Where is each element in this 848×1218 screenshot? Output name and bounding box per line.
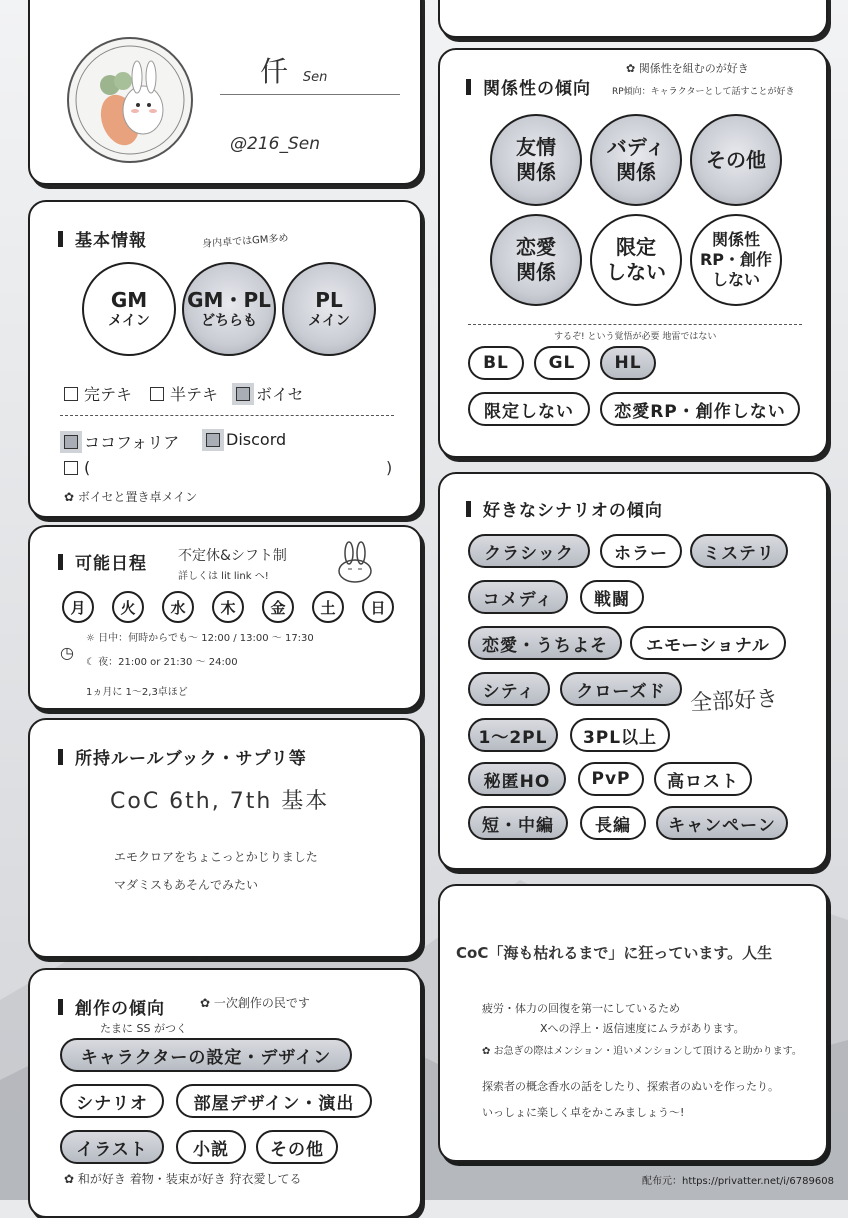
checkbox-checked-icon — [236, 387, 250, 401]
day-mon: 月 — [62, 591, 94, 623]
style-full-text: 完テキ — [64, 382, 132, 405]
moon-icon: ☾ — [86, 657, 99, 668]
schedule-note2: 詳しくは lit link へ! — [178, 571, 269, 582]
clock-icon: ◷ — [60, 643, 74, 662]
role-gm-main: GM メイン — [82, 262, 176, 356]
schedule-frequency: 1ヵ月に 1〜2,3卓ほど — [86, 687, 188, 698]
checkbox-checked-icon — [64, 435, 78, 449]
tool-discord: Discord — [206, 430, 286, 449]
schedule-night: ☾ 夜：21:00 or 21:30 〜 24:00 — [86, 657, 238, 668]
flower-icon: ✿ — [626, 62, 639, 75]
scenarios-title: 好きなシナリオの傾向 — [466, 496, 663, 521]
day-sun: 日 — [362, 591, 394, 623]
creation-card — [28, 968, 422, 1218]
basic-divider — [60, 415, 394, 416]
relation-pill-no-romance: 恋愛RP・創作しない — [600, 392, 800, 426]
relations-title: 関係性の傾向 — [466, 74, 591, 99]
relations-card — [438, 48, 828, 458]
scenario-3pl-plus: 3PL以上 — [570, 718, 670, 752]
relation-pill-no-limit: 限定しない — [468, 392, 590, 426]
basic-info-title: 基本情報 — [58, 226, 147, 251]
schedule-note1: 不定休&シフト制 — [178, 548, 287, 564]
relation-romance: 恋愛 関係 — [490, 214, 582, 306]
relation-pill-gl: GL — [534, 346, 590, 380]
creation-novel: 小説 — [176, 1130, 246, 1164]
day-thu: 木 — [212, 591, 244, 623]
scenarios-card — [438, 472, 828, 870]
relations-divider — [468, 324, 802, 325]
day-tue: 火 — [112, 591, 144, 623]
schedule-daytime: ☼ 日中：何時からでも〜 12:00 / 13:00 〜 17:30 — [86, 633, 314, 644]
flower-icon: ✿ — [64, 490, 78, 504]
free-line3: ✿ お急ぎの際はメンション・追いメンションして頂けると助かります。 — [482, 1046, 802, 1057]
creation-illust: イラスト — [60, 1130, 164, 1164]
rulebooks-line2: エモクロアをちょこっとかじりました — [114, 850, 318, 864]
rulebooks-title: 所持ルールブック・サプリ等 — [58, 744, 307, 769]
scenario-campaign: キャンペーン — [656, 806, 788, 840]
relations-divider-note: するぞ! という覚悟が必要 地雷ではない — [554, 332, 717, 342]
avatar — [65, 35, 195, 165]
scenarios-side-note: 全部好き — [689, 686, 779, 717]
schedule-card — [28, 525, 422, 710]
name-underline — [220, 94, 400, 95]
tool-cocofolia: ココフォリア — [64, 430, 179, 453]
basic-footnote: ✿ ボイセと置き卓メイン — [64, 490, 198, 504]
free-text-card — [438, 884, 828, 1162]
tool-other-close: ) — [386, 458, 393, 477]
flower-icon: ✿ — [482, 1046, 494, 1057]
scenario-battle: 戦闘 — [580, 580, 644, 614]
style-voice: ボイセ — [236, 382, 304, 405]
relations-note1: ✿ 関係性を組むのが好き — [626, 62, 749, 75]
scenario-romance: 恋愛・うちよそ — [468, 626, 622, 660]
profile-card — [28, 0, 422, 185]
profile-name-reading: Sen — [302, 70, 328, 85]
day-wed: 水 — [162, 591, 194, 623]
free-headline: CoC「海も枯れるまで」に狂っています。人生 — [456, 944, 773, 962]
relation-other: その他 — [690, 114, 782, 206]
scenario-short-medium: 短・中編 — [468, 806, 568, 840]
rulebooks-card — [28, 718, 422, 958]
scenario-classic: クラシック — [468, 534, 590, 568]
basic-info-card — [28, 200, 422, 518]
scenario-high-lost: 高ロスト — [654, 762, 752, 796]
creation-scenario: シナリオ — [60, 1084, 164, 1118]
checkbox-icon — [64, 387, 78, 401]
creation-footnote: ✿ 和が好き 着物・装束が好き 狩衣愛してる — [64, 1172, 302, 1186]
creation-title: 創作の傾向 — [58, 994, 165, 1019]
tool-other: ( — [64, 458, 90, 477]
flower-icon: ✿ — [200, 996, 214, 1010]
scenario-1-2pl: 1〜2PL — [468, 718, 558, 752]
relation-friendship: 友情 関係 — [490, 114, 582, 206]
checkbox-checked-icon — [206, 433, 220, 447]
creation-other: その他 — [256, 1130, 338, 1164]
scenario-horror: ホラー — [600, 534, 682, 568]
scenario-pvp: PvP — [578, 762, 644, 796]
relation-pill-bl: BL — [468, 346, 524, 380]
role-gm-pl-both: GM・PL どちらも — [182, 262, 276, 356]
sun-icon: ☼ — [86, 633, 99, 644]
profile-handle: @216_Sen — [230, 134, 320, 154]
top-right-card — [438, 0, 828, 38]
scenario-long: 長編 — [580, 806, 646, 840]
creation-room-design: 部屋デザイン・演出 — [176, 1084, 372, 1118]
relations-note2: RP傾向：キャラクターとして話すことが好き — [612, 87, 795, 97]
scenario-city: シティ — [468, 672, 550, 706]
flower-icon: ✿ — [64, 1172, 78, 1186]
checkbox-icon — [150, 387, 164, 401]
relation-no-rp: 関係性 RP・創作 しない — [690, 214, 782, 306]
basic-info-note: 身内卓ではGM多め — [201, 232, 289, 250]
relation-pill-hl: HL — [600, 346, 656, 380]
profile-name: 仟 Sen — [260, 55, 328, 88]
free-line1: 疲労・体力の回復を第一にしているため — [482, 1002, 680, 1015]
scenario-comedy: コメディ — [468, 580, 568, 614]
creation-sub-note: たまに SS がつく — [100, 1022, 187, 1035]
free-line5: いっしょに楽しく卓をかこみましょう〜! — [482, 1106, 685, 1119]
credit-text: 配布元：https://privatter.net/i/6789608 — [642, 1176, 834, 1187]
scenario-secret-ho: 秘匿HO — [468, 762, 566, 796]
day-fri: 金 — [262, 591, 294, 623]
rulebooks-line3: マダミスもあそんでみたい — [114, 878, 259, 892]
bunny-doodle-icon — [330, 539, 380, 585]
creation-note: ✿ 一次創作の民です — [200, 996, 310, 1010]
schedule-title: 可能日程 — [58, 549, 147, 574]
scenario-mystery: ミステリ — [690, 534, 788, 568]
relation-buddy: バディ 関係 — [590, 114, 682, 206]
scenario-closed: クローズド — [560, 672, 682, 706]
checkbox-icon — [64, 461, 78, 475]
role-pl-main: PL メイン — [282, 262, 376, 356]
day-sat: 土 — [312, 591, 344, 623]
relation-no-limit: 限定 しない — [590, 214, 682, 306]
scenario-emotional: エモーショナル — [630, 626, 786, 660]
free-line4: 探索者の概念香水の話をしたり、探索者のぬいを作ったり。 — [482, 1080, 779, 1093]
style-half-text: 半テキ — [150, 382, 218, 405]
free-line2: Xへの浮上・返信速度にムラがあります。 — [540, 1022, 745, 1035]
creation-character-design: キャラクターの設定・デザイン — [60, 1038, 352, 1072]
rulebooks-line1: CoC 6th, 7th 基本 — [110, 789, 330, 814]
